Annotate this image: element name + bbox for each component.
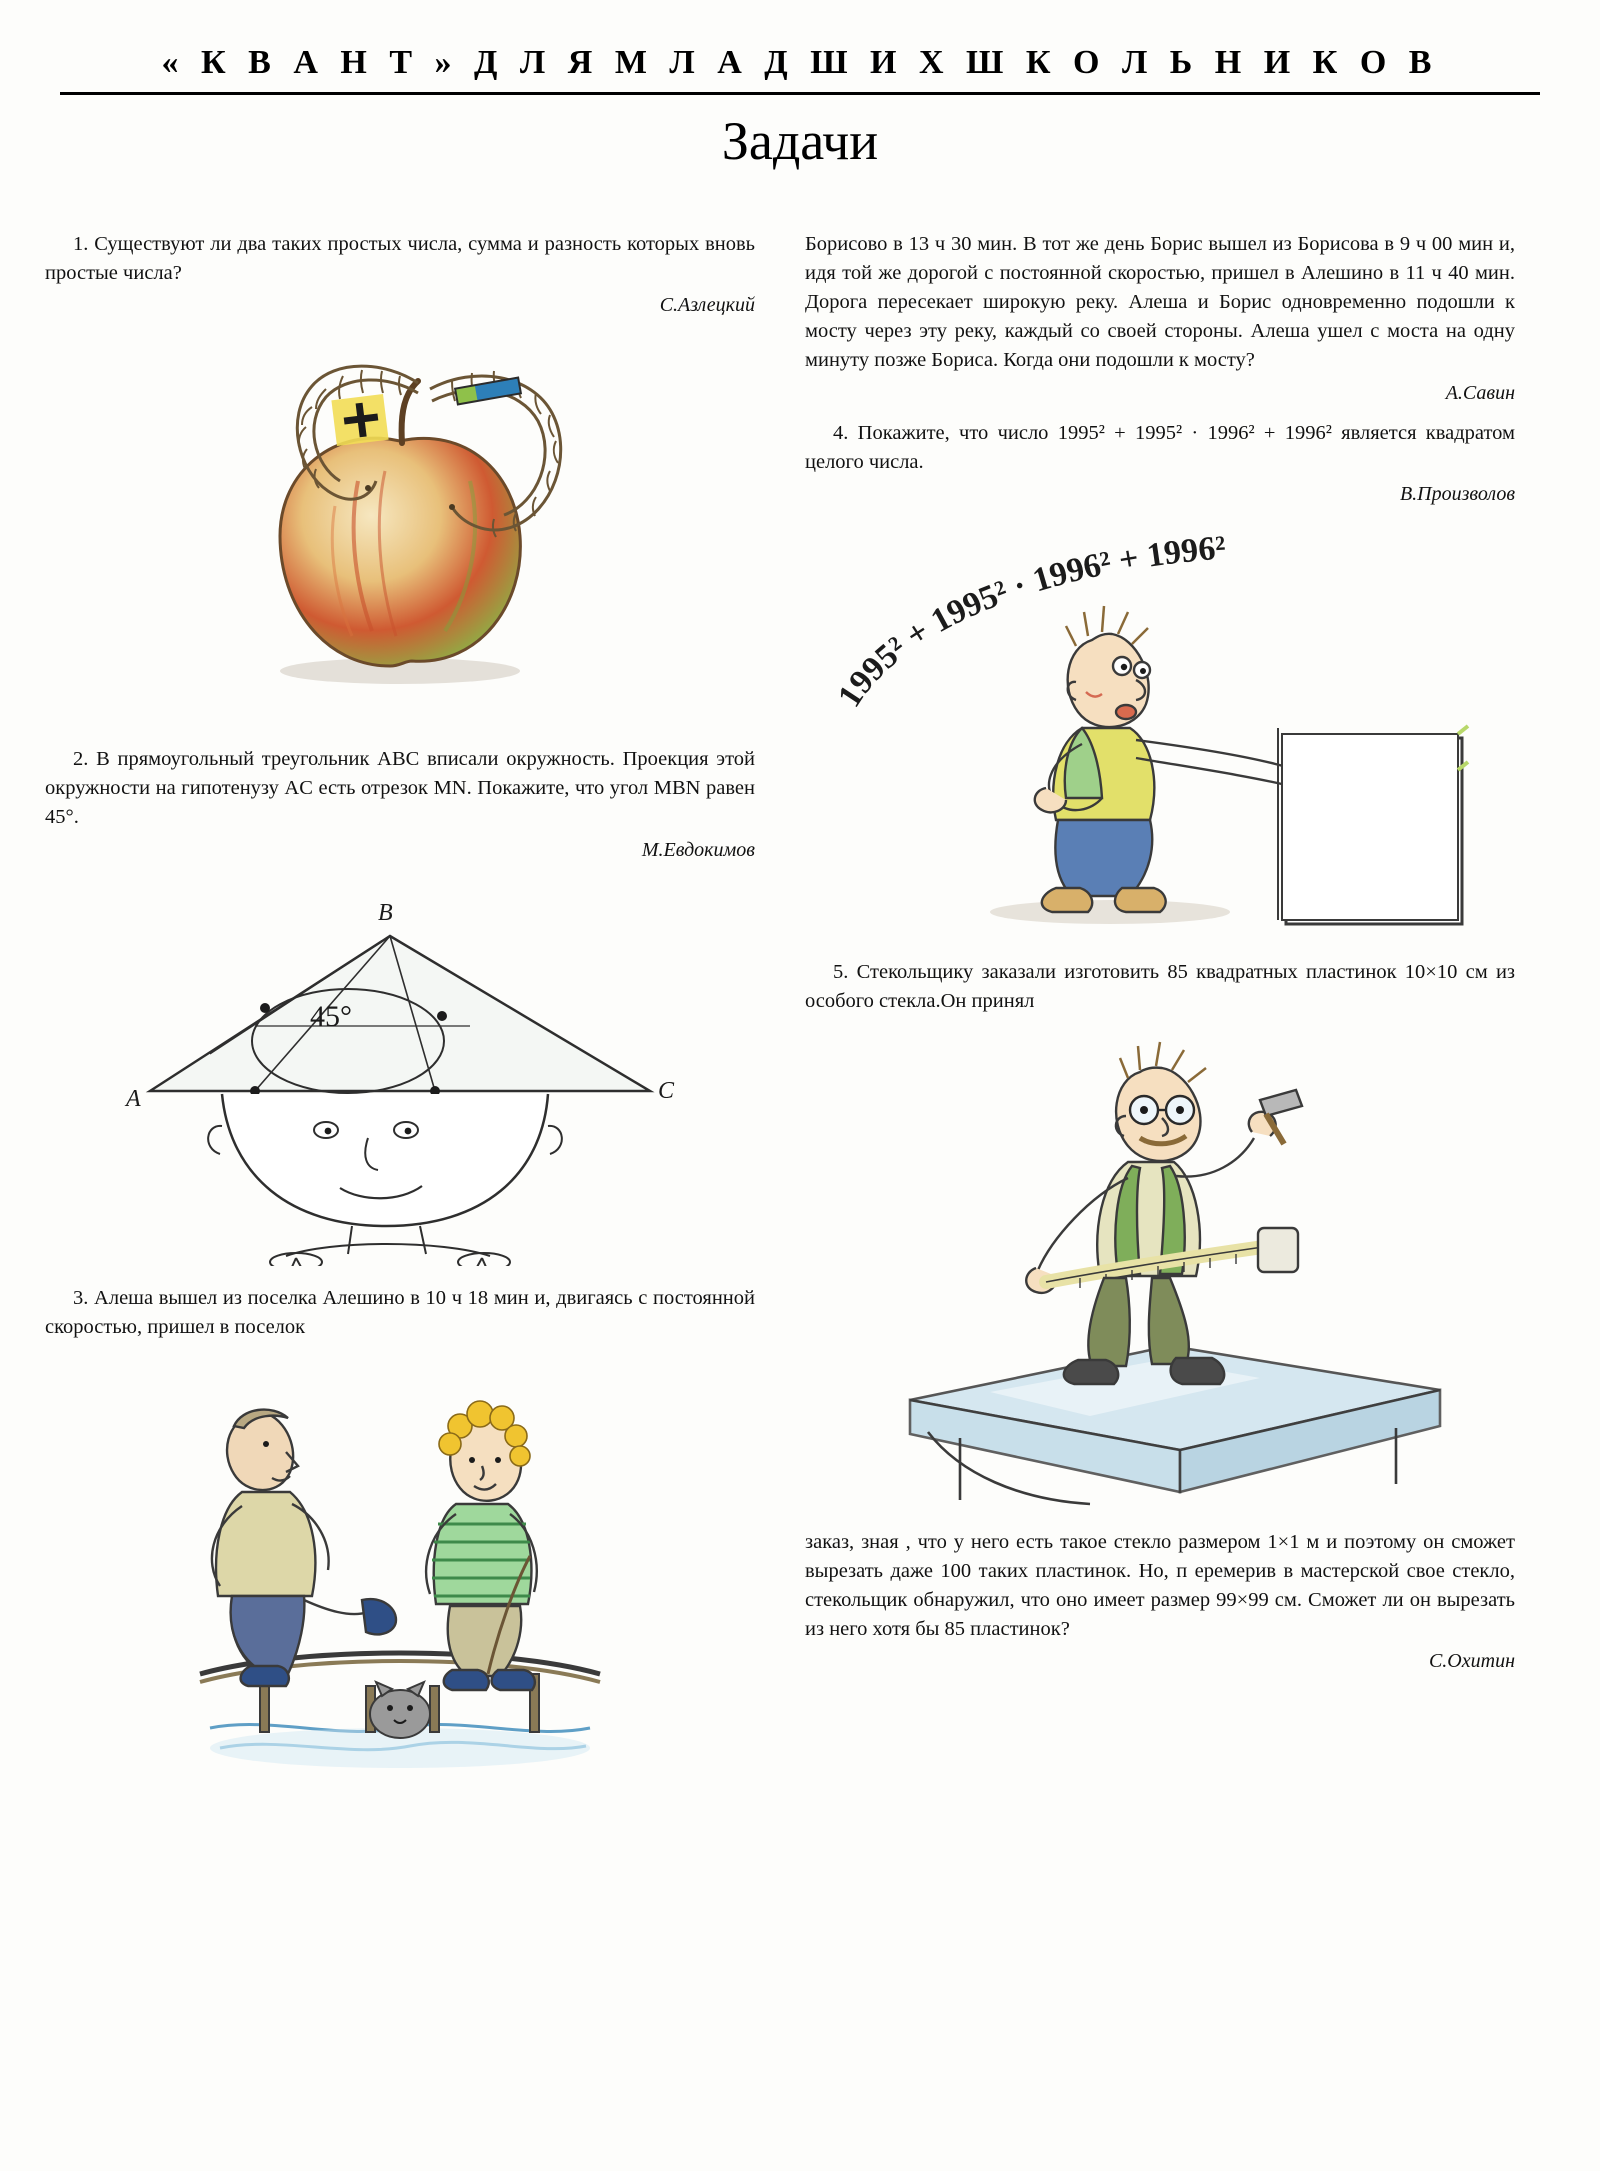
bridge-figure-svg (100, 1356, 700, 1776)
apple-with-worms-illustration (100, 331, 700, 701)
problem-5-body-1: Стекольщику заказали изготовить 85 квадратных пластинок 10×10 см из особого стекла.Он принял (805, 960, 1516, 1012)
triangle-hat-face-illustration (90, 876, 710, 1266)
problem-5-author: С.Охитин (1428, 1650, 1515, 1673)
problem-4 (805, 419, 1515, 506)
right-column (805, 230, 1515, 1687)
page-title: Задачи (721, 111, 879, 171)
problem-2-author: М.Евдокимов (641, 838, 755, 861)
two-boys-on-bridge-illustration (100, 1356, 700, 1776)
problem-5-text-2: заказ, зная , что у него есть такое стекло размером 1×1 м и поэтому он сможет вырезать даже 100 таких пластинок. Но, п еремерив в мастерской свое стекло, стекольщик обнаружил, что оно имеет размер 99×99 см. Сможет ли он вырезать из него хотя бы 85 пластинок? (805, 1530, 1515, 1641)
triangle-figure-svg (90, 876, 710, 1266)
svg-text:A: A (126, 1085, 141, 1112)
problem-1-author: С.Азлецкий (659, 294, 755, 317)
problem-3-continued-text: Борисово в 13 ч 30 мин. В тот же день Борис вышел из Борисова в 9 ч 00 мин и, идя той же дорогой с постоянной скоростью, пришел в Алешино в 11 ч 40 мин. Дорога пересекает широкую реку. Алеша и Борис одновременно подошли к мосту через эту реку, каждый со своей стороны. Алеша ушел с моста на одну минуту позже Бориса. Когда они подошли к мосту? (805, 233, 1515, 372)
boy-with-formula-board-illustration (830, 520, 1490, 940)
problem-2-text (45, 745, 755, 832)
svg-text:45°: 45° (310, 999, 352, 1033)
problem-2 (45, 745, 755, 861)
problem-2-number: 2. (73, 748, 89, 771)
problem-3-author: А.Савин (1445, 381, 1515, 404)
problem-3 (45, 1284, 755, 1342)
problem-1-number: 1. (73, 233, 89, 255)
formula-arc-text: 1995² + 1995² · 1996² + 1996² (830, 529, 1227, 714)
svg-text:C: C (658, 1077, 675, 1104)
problem-4-lead: Покажите, что число (857, 421, 1049, 444)
problem-4-tail: является квадратом целого числа. (805, 421, 1516, 473)
problem-5-text-1 (805, 958, 1515, 1016)
problem-4-author: В.Произволов (1399, 482, 1515, 505)
problem-4-text (805, 419, 1515, 477)
problem-1-text (45, 230, 755, 288)
problem-2-body: В прямоугольный треугольник ABC вписали окружность. Проекция этой окружности на гипотенузу AC есть отрезок MN. Покажите, что угол MBN равен 45°. (45, 748, 756, 829)
boy-board-figure-svg (830, 520, 1490, 940)
problem-5-number: 5. (833, 960, 849, 983)
apple-figure-svg (100, 331, 700, 701)
problem-1 (45, 230, 755, 317)
problem-3-body: Алеша вышел из поселка Алешино в 10 ч 18 мин и, двигаясь с постоянной скоростью, пришел в поселок (45, 1286, 756, 1338)
problem-3-number: 3. (73, 1286, 89, 1309)
problem-5-part2 (805, 1528, 1515, 1673)
header-divider (60, 92, 1540, 95)
problem-4-formula: 1995² + 1995² · 1996² + 1996² (1057, 421, 1332, 444)
problem-1-body: Существуют ли два таких простых числа, сумма и разность которых вновь простые числа? (45, 233, 755, 285)
glazier-on-glass-sheet-illustration (840, 1030, 1480, 1510)
left-column (45, 230, 755, 1794)
page-header (60, 44, 1540, 95)
svg-text:B: B (378, 899, 393, 926)
header-kicker: « К В А Н Т » Д Л Я М Л А Д Ш И Х Ш К О Л Ь Н И К О В (161, 44, 1439, 81)
glazier-figure-svg (840, 1030, 1480, 1510)
problem-4-number: 4. (833, 421, 849, 444)
problem-3-continued (805, 230, 1515, 405)
problem-3-text (45, 1284, 755, 1342)
problem-5-part1 (805, 958, 1515, 1016)
